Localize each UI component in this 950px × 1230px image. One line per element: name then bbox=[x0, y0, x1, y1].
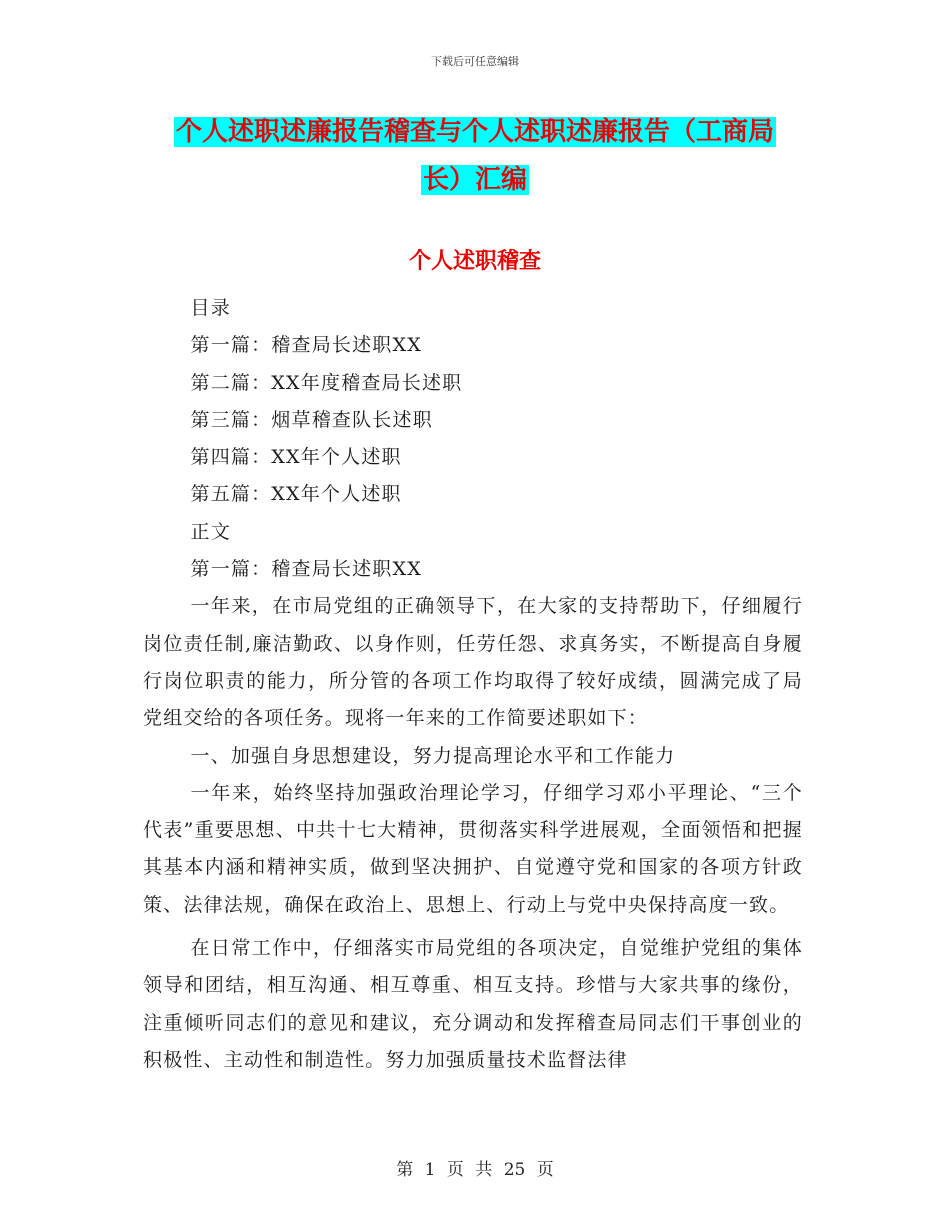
page-header: 下载后可任意编辑 bbox=[431, 55, 519, 68]
page-footer: 第 1 页 共 25 页 bbox=[396, 1160, 554, 1180]
section-title: 个人述职稽查 bbox=[408, 248, 541, 274]
section-heading: 一、加强自身思想建设，努力提高理论水平和工作能力 bbox=[190, 744, 676, 767]
document-title bbox=[140, 108, 810, 204]
body-paragraph: 一年来，始终坚持加强政治理论学习，仔细学习邓小平理论、“三个代表”重要思想、中共十七大精神，贯彻落实科学进展观，全面领悟和把握其基本内涵和精神实质，做到坚决拥护、自觉遵守党和国家的各项方针政策、法律法规，确保在政治上、思想上、行动上与党中央保持高度一致。 bbox=[143, 781, 803, 916]
toc-item: 第五篇：XX年个人述职 bbox=[190, 483, 402, 506]
document-body bbox=[143, 290, 803, 1079]
body-heading: 正文 bbox=[190, 520, 231, 543]
body-paragraph: 在日常工作中，仔细落实市局党组的各项决定，自觉维护党组的集体领导和团结，相互沟通、相互尊重、相互支持。珍惜与大家共事的缘份，注重倾听同志们的意见和建议，充分调动和发挥稽查局同志们干事创业的积极性、主动性和制造性。努力加强质量技术监督法律 bbox=[143, 937, 803, 1071]
document-title-line-1: 个人述职述廉报告稽查与个人述职述廉报告（工商局 bbox=[175, 117, 774, 147]
document-title-line-2: 长）汇编 bbox=[422, 165, 527, 195]
toc-heading: 目录 bbox=[190, 297, 231, 319]
toc-item: 第二篇：XX年度稽查局长述职 bbox=[190, 371, 463, 394]
body-paragraph: 一年来，在市局党组的正确领导下，在大家的支持帮助下，仔细履行岗位责任制,廉洁勤政、以身作则，任劳任怨、求真务实，不断提高自身履行岗位职责的能力，所分管的各项工作均取得了较好成绩，圆满完成了局党组交给的各项任务。现将一年来的工作简要述职如下： bbox=[143, 595, 803, 730]
toc-item: 第四篇：XX年个人述职 bbox=[190, 446, 402, 469]
chapter-heading: 第一篇：稽查局长述职XX bbox=[190, 558, 422, 581]
toc-item: 第三篇：烟草稽查队长述职 bbox=[190, 408, 433, 431]
toc-item: 第一篇：稽查局长述职XX bbox=[190, 334, 422, 357]
